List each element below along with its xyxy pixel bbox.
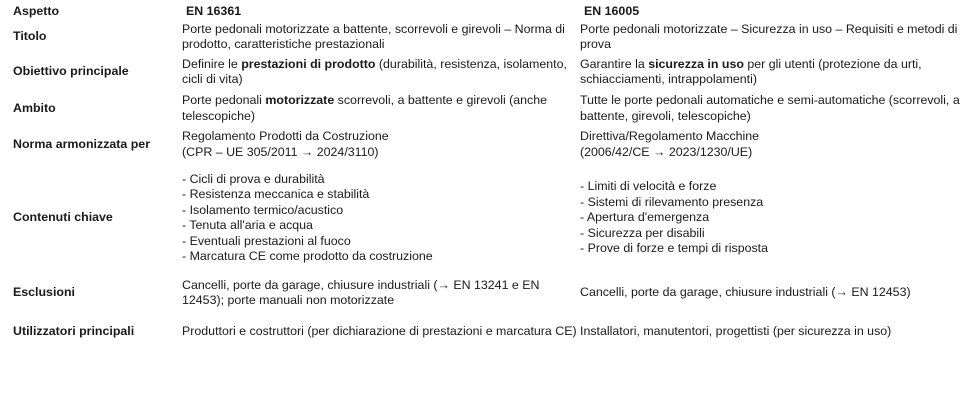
text-line: Direttiva/Regolamento Macchine: [580, 129, 760, 143]
cell-obiettivo-en16005: [580, 53, 980, 91]
bullet-list: [182, 172, 580, 265]
cell-obiettivo-en16361: [182, 53, 580, 91]
cell-utilizzatori-en16361: Produttori e costruttori (per dichiarazione di prestazioni e marcatura CE): [182, 324, 577, 339]
row-label-obiettivo: Obiettivo principale: [13, 64, 129, 79]
row-label-ambito: Ambito: [13, 100, 56, 115]
text-segment: Porte pedonali: [182, 93, 266, 107]
emphasis-text: motorizzate: [265, 93, 335, 107]
text-line: (CPR – UE 305/2011 → 2024/3110): [182, 144, 379, 159]
cell-contenuti-en16005: [580, 163, 980, 273]
bullet-list: [580, 179, 980, 257]
header-en16005: EN 16005: [584, 3, 640, 18]
list-item: - Apertura d'emergenza: [580, 210, 710, 225]
list-item: - Sistemi di rilevamento presenza: [580, 194, 764, 209]
table-row-contenuti: [0, 163, 980, 273]
header-en16361: EN 16361: [186, 3, 242, 18]
text-segment: Definire le: [182, 56, 242, 71]
table-row-obiettivo: [0, 53, 980, 91]
row-label-esclusioni: Esclusioni: [13, 285, 75, 300]
cell-titolo-en16005: Porte pedonali motorizzate – Sicurezza in uso – Requisiti e metodi di prova: [580, 21, 958, 51]
row-label-utilizzatori: Utilizzatori principali: [13, 324, 135, 339]
cell-utilizzatori-en16005: Installatori, manutentori, progettisti (per sicurezza in uso): [580, 324, 892, 339]
table-row-ambito: [0, 91, 980, 126]
cell-titolo-en16361: Porte pedonali motorizzate a battente, scorrevoli e girevoli – Norma di prodotto, caratteristiche prestazionali: [182, 21, 565, 51]
cell-norma-en16361: [182, 126, 580, 163]
text-line: Regolamento Prodotti da Costruzione: [182, 129, 389, 143]
text-segment: Garantire la: [580, 56, 649, 71]
cell-ambito-en16361: [182, 91, 580, 126]
emphasis-text: prestazioni di prodotto: [241, 56, 376, 71]
table-row-esclusioni: [0, 273, 980, 313]
list-item: - Marcatura CE come prodotto da costruzione: [182, 249, 433, 263]
text-line: (2006/42/CE → 2023/1230/UE): [580, 144, 753, 159]
list-item: - Tenuta all'aria e acqua: [182, 218, 313, 232]
table-row-norma: [0, 126, 980, 163]
header-aspect: Aspetto: [13, 3, 60, 18]
header-row: [0, 0, 980, 21]
list-item: - Cicli di prova e durabilità: [182, 171, 325, 186]
list-item: - Eventuali prestazioni al fuoco: [182, 233, 351, 248]
list-item: - Sicurezza per disabili: [580, 225, 705, 240]
table-row-utilizzatori: [0, 313, 980, 351]
cell-esclusioni-en16005: Cancelli, porte da garage, chiusure industriali (→ EN 12453): [580, 285, 911, 300]
row-label-contenuti: Contenuti chiave: [13, 210, 113, 225]
row-label-titolo: Titolo: [13, 29, 47, 44]
list-item: - Isolamento termico/acustico: [182, 202, 344, 217]
list-item: - Limiti di velocità e forze: [580, 179, 717, 194]
text-segment: scorrevoli, a battente e girevoli (anche telescopiche): [182, 93, 548, 123]
row-label-norma: Norma armonizzata per: [13, 136, 151, 151]
table-row-titolo: [0, 21, 980, 53]
cell-ambito-en16005: Tutte le porte pedonali automatiche e semi-automatiche (scorrevoli, a battente, girevoli, telescopiche): [580, 93, 960, 123]
emphasis-text: sicurezza in uso: [648, 56, 744, 71]
cell-esclusioni-en16361: Cancelli, porte da garage, chiusure industriali (→ EN 13241 e EN 12453); porte manuali non motorizzate: [182, 277, 540, 307]
list-item: - Resistenza meccanica e stabilità: [182, 187, 370, 201]
cell-norma-en16005: [580, 126, 980, 163]
text-segment: per gli utenti (protezione da urti, schiacciamenti, intrappolamenti): [580, 56, 922, 86]
text-segment: (durabilità, resistenza, isolamento, cicli di vita): [182, 56, 567, 86]
cell-contenuti-en16361: [182, 163, 580, 273]
list-item: - Prove di forze e tempi di risposta: [580, 241, 769, 256]
